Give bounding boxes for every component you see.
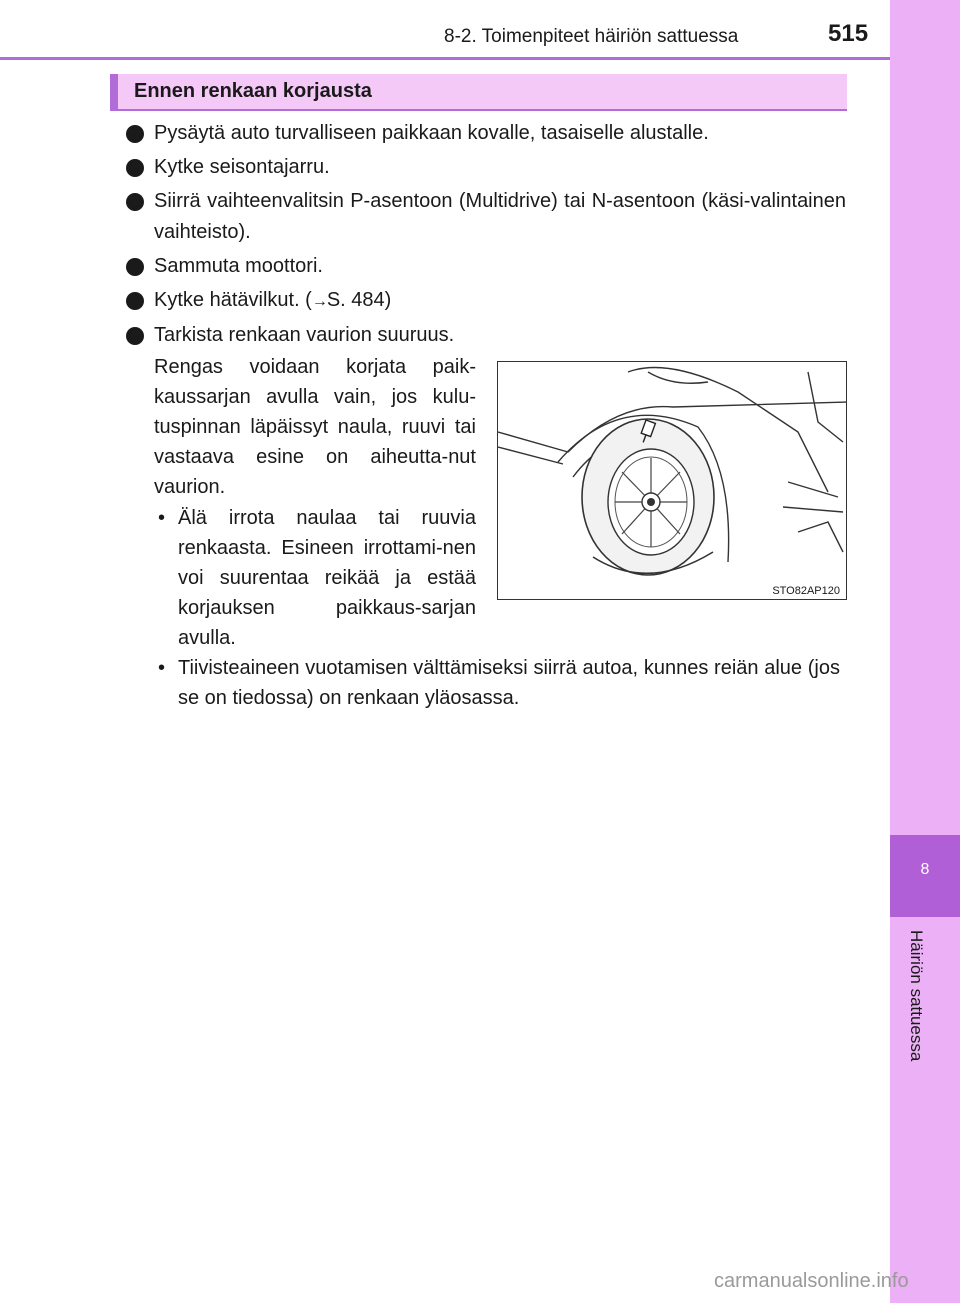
header-divider xyxy=(0,57,890,60)
repair-paragraph: Rengas voidaan korjata paik-kaussarjan avulla vain, jos kulu-tuspinnan läpäissyt naula, ruuvi tai vastaava esine on aiheutta-nut vaurion. xyxy=(154,356,476,498)
arrow-right-icon: → xyxy=(311,293,327,310)
figure-code: STO82AP120 xyxy=(772,585,840,597)
chapter-number: 8 xyxy=(920,861,930,878)
bullet-item: Pysäytä auto turvalliseen paikkaan kovalle, tasaiselle alustalle. xyxy=(126,118,846,149)
header-section-title: 8-2. Toimenpiteet häiriön sattuessa xyxy=(444,26,739,47)
chapter-label: Häiriön sattuessa xyxy=(907,930,926,1062)
chapter-number-block xyxy=(890,835,960,917)
page-reference-link[interactable]: S. 484 xyxy=(326,289,385,311)
bullet-item: Siirrä vaihteenvalitsin P-asentoon (Multidrive) tai N-asentoon (käsi-valintainen vaihteisto). xyxy=(126,186,846,248)
bullet-item: Sammuta moottori. xyxy=(126,251,846,282)
bullet-list xyxy=(126,118,846,354)
watermark: carmanualsonline.info xyxy=(714,1270,909,1292)
bullet-item: Tarkista renkaan vaurion suuruus. xyxy=(126,320,846,351)
chapter-side-tab[interactable] xyxy=(890,0,960,1303)
sub-bullet-item: • Älä irrota naulaa tai ruuvia renkaasta. Esineen irrottami-nen voi suurentaa reikää ja estää korjauksen paikkaus-sarjan avulla. xyxy=(156,503,476,653)
bullet-item: Kytke seisontajarru. xyxy=(126,152,846,183)
sub-bullet-item: • Tiivisteaineen vuotamisen välttämiseksi siirrä autoa, kunnes reiän alue (jos se on tiedossa) on renkaan yläosassa. xyxy=(156,653,840,713)
sub-bullet-list xyxy=(156,653,840,713)
page-number: 515 xyxy=(828,20,869,47)
section-heading-box xyxy=(110,74,847,110)
bullet-item-hazard xyxy=(126,285,846,317)
car-wheel-drawing xyxy=(498,362,847,600)
section-title: Ennen renkaan korjausta xyxy=(134,80,372,102)
hazard-text: Kytke hätävilkut. ( xyxy=(154,289,312,311)
section-underline xyxy=(110,109,847,111)
sub-bullet-list xyxy=(156,503,476,653)
hazard-text-end: ) xyxy=(384,289,392,311)
flat-tire-illustration xyxy=(497,361,847,600)
